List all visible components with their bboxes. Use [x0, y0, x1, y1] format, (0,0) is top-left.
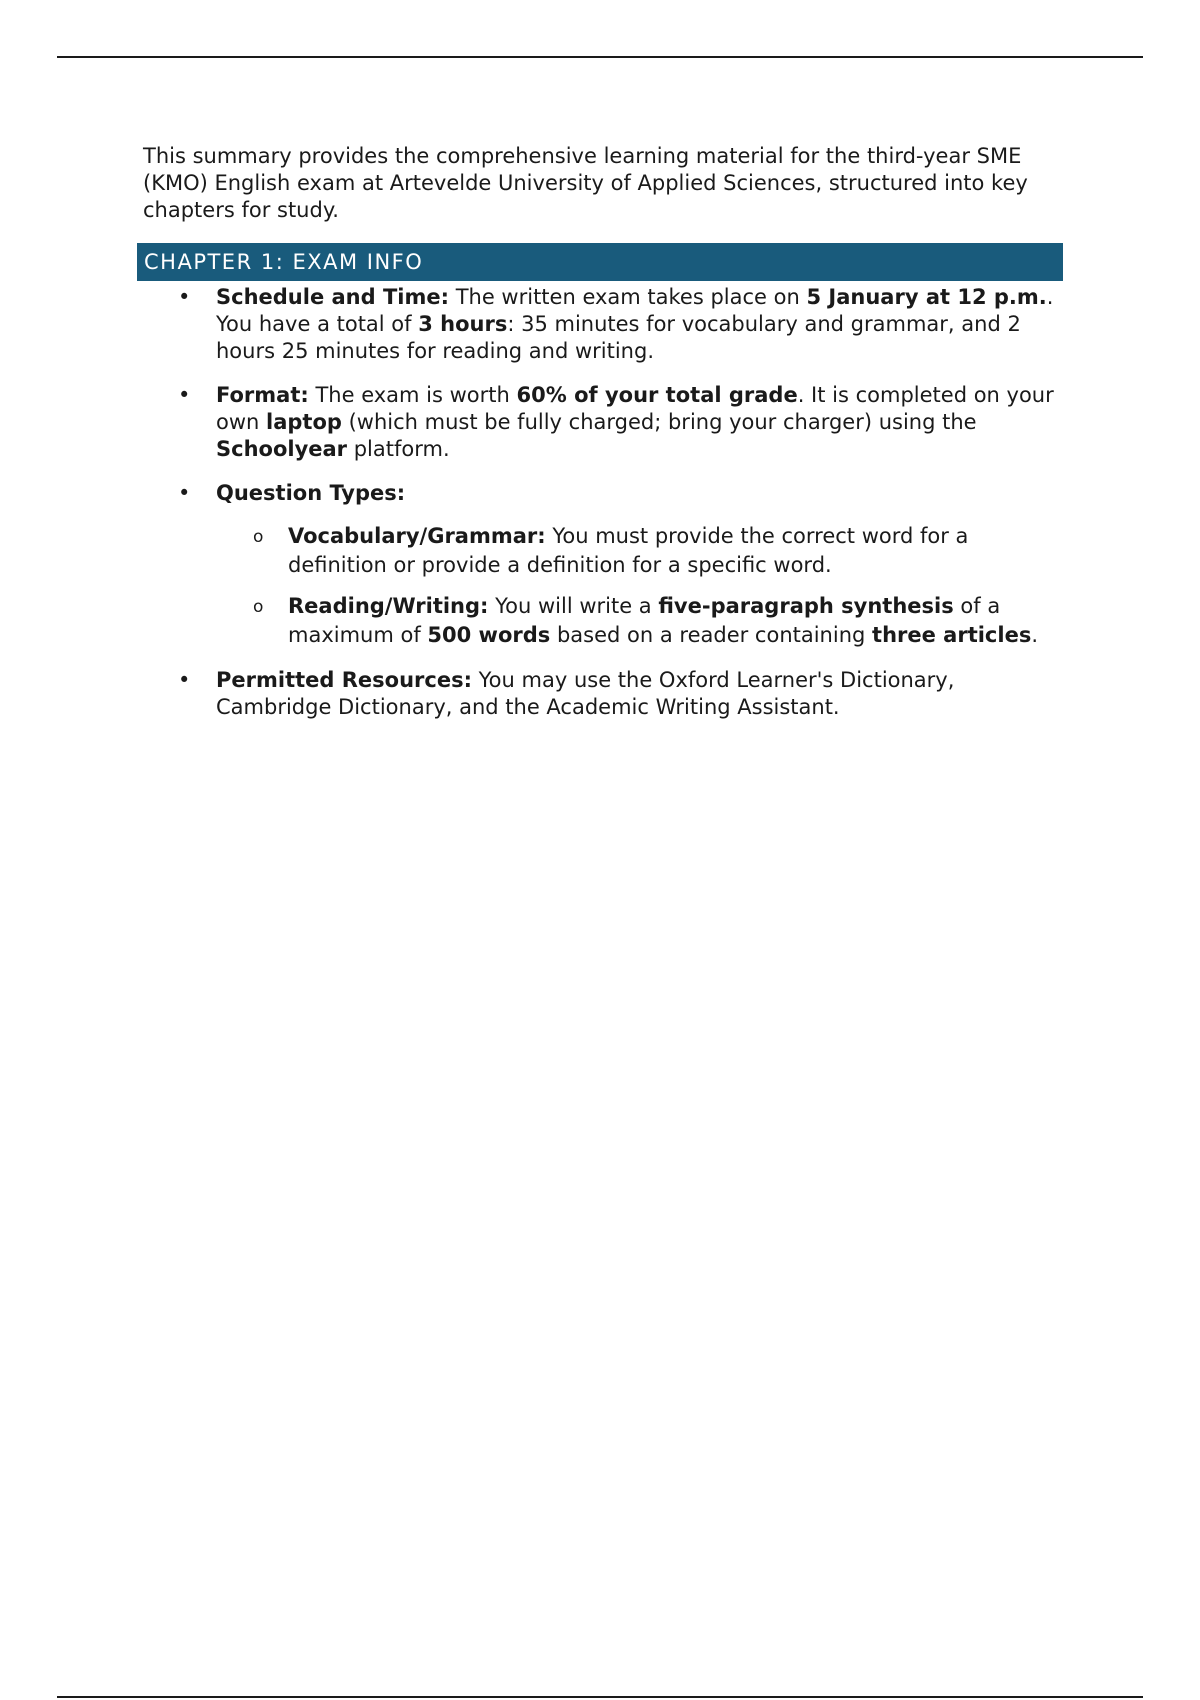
intro-block	[143, 143, 1063, 224]
sub-item-vocabulary	[215, 522, 1055, 580]
footer-rule	[57, 1696, 1143, 1698]
reading-synthesis: five-paragraph synthesis	[658, 594, 954, 618]
vocabulary-text: You must provide the correct word for a definition or provide a definition for a specific word.	[288, 524, 969, 577]
schedule-text: . You have a total of	[216, 285, 1054, 336]
resources-label: Permitted Resources:	[216, 668, 472, 692]
vocabulary-label: Vocabulary/Grammar:	[288, 524, 546, 548]
schedule-duration: 3 hours	[418, 312, 508, 336]
reading-text: based on a reader containing	[550, 623, 873, 647]
question-types-label: Question Types:	[216, 481, 406, 505]
list-item-resources	[175, 667, 1055, 721]
bullet-icon: •	[178, 383, 191, 407]
schedule-date: 5 January at 12 p.m.	[806, 285, 1047, 309]
bullet-icon: •	[178, 481, 191, 505]
list-item-question-types	[175, 480, 1055, 650]
reading-text: .	[1031, 623, 1039, 647]
sub-bullet-icon: o	[253, 597, 264, 617]
chapter-heading-bar	[137, 243, 1063, 281]
list-item-format	[175, 382, 1055, 463]
reading-word-limit: 500 words	[427, 623, 551, 647]
bullet-icon: •	[178, 668, 191, 692]
resources-text: You may use the Oxford Learner's Dictionary, Cambridge Dictionary, and the Academic Writing Assistant.	[216, 668, 955, 719]
format-platform: Schoolyear	[216, 437, 348, 461]
format-label: Format:	[216, 383, 309, 407]
format-text: . It is completed on your own	[216, 383, 1054, 434]
header-rule	[57, 56, 1143, 58]
intro-paragraph: This summary provides the comprehensive learning material for the third-year SME (KMO) English exam at Artevelde University of Applied Sciences, structured into key chapters for study.	[143, 144, 1028, 222]
chapter-title: CHAPTER 1: EXAM INFO	[144, 250, 424, 274]
schedule-text: The written exam takes place on	[449, 285, 807, 309]
reading-articles: three articles	[872, 623, 1032, 647]
bullet-icon: •	[178, 285, 191, 309]
format-device: laptop	[266, 410, 342, 434]
exam-info-list	[175, 284, 1055, 738]
reading-text: You will write a	[488, 594, 659, 618]
sub-bullet-icon: o	[253, 527, 264, 547]
reading-label: Reading/Writing:	[288, 594, 489, 618]
reading-text: of a maximum of	[288, 594, 1001, 647]
format-text: (which must be fully charged; bring your charger) using the	[341, 410, 977, 434]
format-grade-weight: 60% of your total grade	[516, 383, 798, 407]
schedule-text: : 35 minutes for vocabulary and grammar, and 2 hours 25 minutes for reading and writing.	[216, 312, 1021, 363]
format-text: platform.	[347, 437, 450, 461]
sub-item-reading	[215, 592, 1055, 650]
schedule-label: Schedule and Time:	[216, 285, 450, 309]
question-types-sublist	[216, 522, 1055, 650]
format-text: The exam is worth	[308, 383, 517, 407]
list-item-schedule	[175, 284, 1055, 365]
